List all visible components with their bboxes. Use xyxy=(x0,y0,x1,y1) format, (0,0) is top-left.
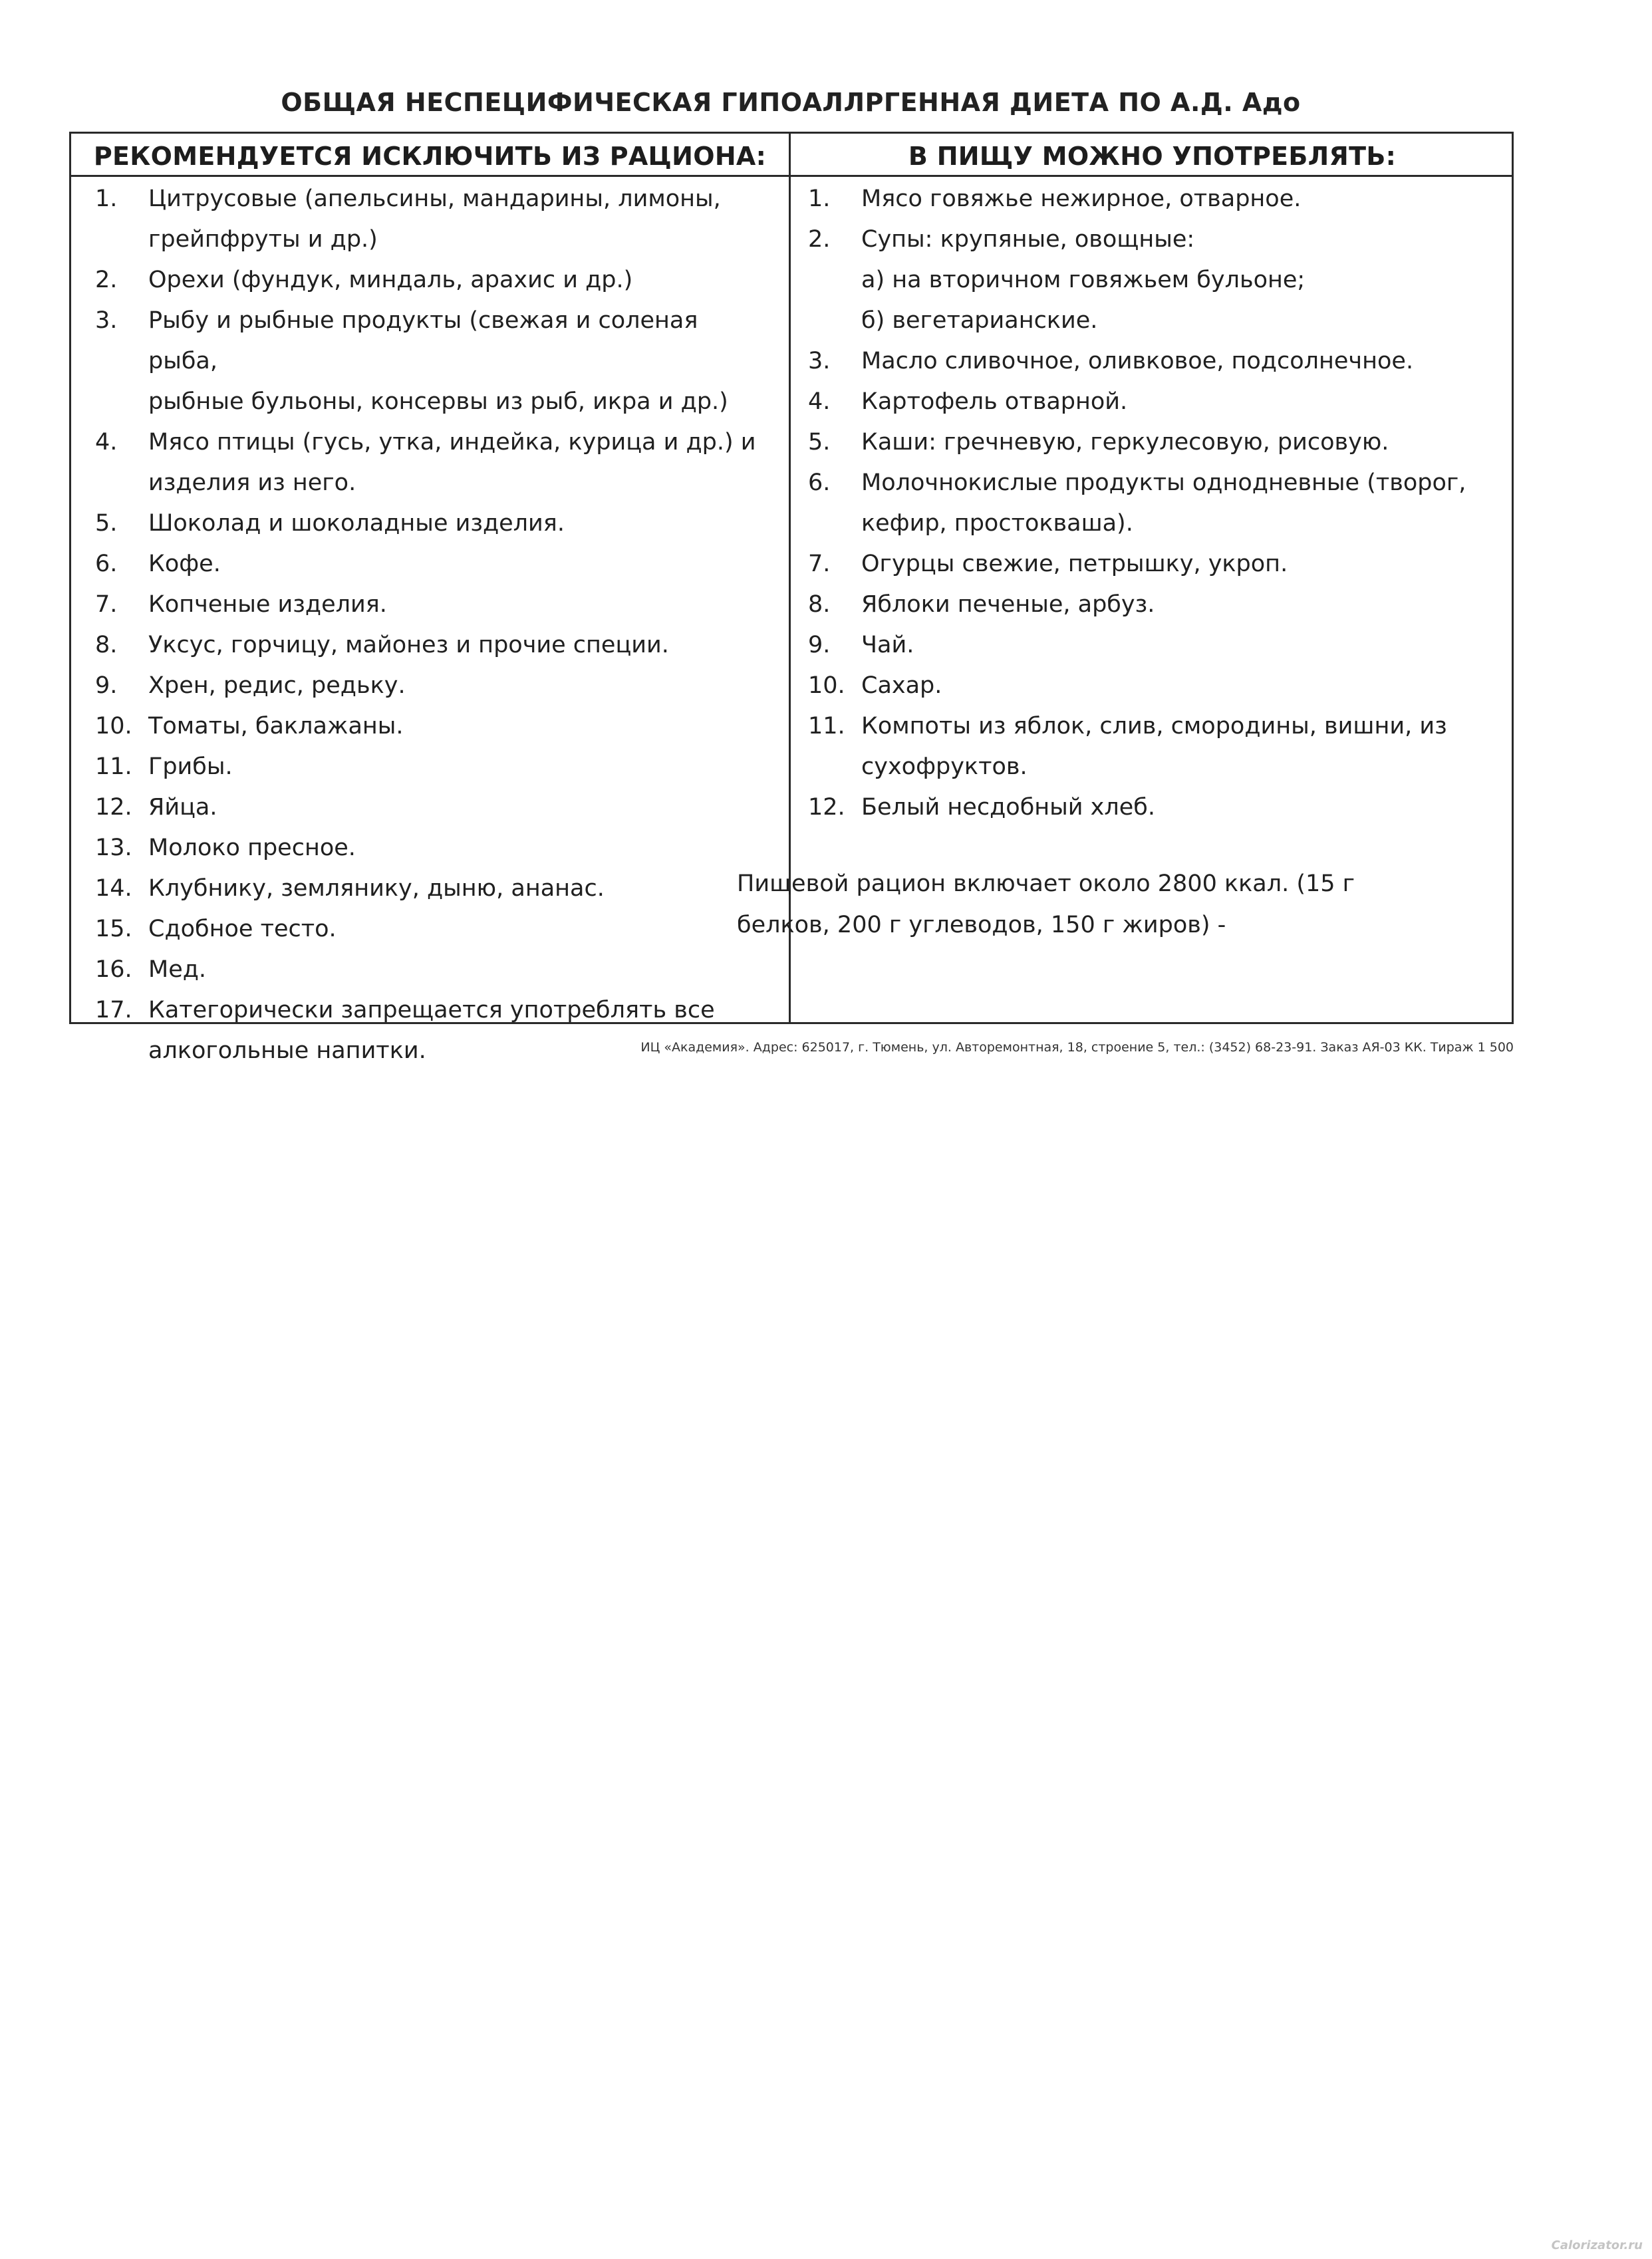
item-number: 10. xyxy=(808,672,845,699)
item-text: Молочнокислые продукты однодневные (творог, xyxy=(861,469,1466,496)
item-text: Кофе. xyxy=(148,551,221,577)
item-text: Масло сливочное, оливковое, подсолнечное. xyxy=(861,348,1414,374)
item-number: 6. xyxy=(808,469,831,496)
item-number: 7. xyxy=(95,591,118,618)
item-number: 11. xyxy=(95,753,132,780)
item-number: 14. xyxy=(95,875,132,902)
item-number: 6. xyxy=(95,551,118,577)
watermark: Calorizator.ru xyxy=(1551,2238,1643,2252)
exclude-item xyxy=(95,301,773,422)
item-number: 17. xyxy=(95,997,132,1023)
item-text: Чай. xyxy=(861,632,914,658)
allowed-item xyxy=(808,666,1500,706)
item-number: 11. xyxy=(808,713,845,739)
item-text: Цитрусовые (апельсины, мандарины, лимоны, xyxy=(148,186,721,212)
exclude-item xyxy=(95,260,773,301)
item-number: 2. xyxy=(808,226,831,253)
item-subtext: б) вегетарианские. xyxy=(861,307,1098,334)
exclude-item xyxy=(95,828,773,868)
item-number: 13. xyxy=(95,835,132,861)
item-number: 8. xyxy=(808,591,831,618)
item-text: Компоты из яблок, слив, смородины, вишни, из xyxy=(861,713,1447,739)
exclude-column-header: РЕКОМЕНДУЕТСЯ ИСКЛЮЧИТЬ ИЗ РАЦИОНА: xyxy=(93,142,767,171)
exclude-item xyxy=(95,990,773,1071)
item-number: 4. xyxy=(95,429,118,456)
item-number: 3. xyxy=(808,348,831,374)
allowed-item xyxy=(808,625,1500,666)
item-number: 15. xyxy=(95,916,132,942)
exclude-item xyxy=(95,503,773,544)
item-text: Яблоки печеные, арбуз. xyxy=(861,591,1155,618)
allowed-item xyxy=(808,706,1500,787)
exclude-item xyxy=(95,585,773,625)
item-number: 10. xyxy=(95,713,132,739)
note-line: белков, 200 г углеводов, 150 г жиров) - xyxy=(737,912,1226,938)
item-text: Шоколад и шоколадные изделия. xyxy=(148,510,565,537)
exclude-item xyxy=(95,787,773,828)
item-number: 8. xyxy=(95,632,118,658)
allowed-list xyxy=(808,179,1500,828)
page-title: ОБЩАЯ НЕСПЕЦИФИЧЕСКАЯ ГИПОАЛЛРГЕННАЯ ДИЕТА ПО А.Д. Адо xyxy=(281,88,1301,117)
item-number: 7. xyxy=(808,551,831,577)
item-text: сухофруктов. xyxy=(861,753,1028,780)
exclude-item xyxy=(95,666,773,706)
item-text: Супы: крупяные, овощные: xyxy=(861,226,1195,253)
item-text: Категорически запрещается употреблять все xyxy=(148,997,715,1023)
item-text: Уксус, горчицу, майонез и прочие специи. xyxy=(148,632,669,658)
publisher-footer: ИЦ «Академия». Адрес: 625017, г. Тюмень, ул. Авторемонтная, 18, строение 5, тел.: (3452) 68-23-91. Заказ АЯ-03 КК. Тираж 1 500 xyxy=(640,1040,1514,1055)
exclude-item xyxy=(95,179,773,260)
allowed-item xyxy=(808,382,1500,422)
item-text: Каши: гречневую, геркулесовую, рисовую. xyxy=(861,429,1389,456)
item-number: 1. xyxy=(808,186,831,212)
item-number: 16. xyxy=(95,956,132,983)
item-text: Огурцы свежие, петрышку, укроп. xyxy=(861,551,1288,577)
item-number: 9. xyxy=(95,672,118,699)
item-text: изделия из него. xyxy=(148,469,356,496)
note-line: Пищевой рацион включает около 2800 ккал. (15 г xyxy=(737,870,1355,897)
allowed-column-header: В ПИЩУ МОЖНО УПОТРЕБЛЯТЬ: xyxy=(908,142,1397,171)
exclude-item xyxy=(95,625,773,666)
item-text: Мясо говяжье нежирное, отварное. xyxy=(861,186,1302,212)
item-subtext: а) на вторичном говяжьем бульоне; xyxy=(861,267,1306,293)
exclude-item xyxy=(95,747,773,787)
header-divider xyxy=(71,175,1512,177)
item-text: алкогольные напитки. xyxy=(148,1037,426,1064)
item-text: Грибы. xyxy=(148,753,233,780)
item-number: 3. xyxy=(95,307,118,334)
item-text: Яйца. xyxy=(148,794,217,821)
item-number: 5. xyxy=(808,429,831,456)
item-number: 1. xyxy=(95,186,118,212)
item-text: Орехи (фундук, миндаль, арахис и др.) xyxy=(148,267,633,293)
item-text: Молоко пресное. xyxy=(148,835,356,861)
exclude-item xyxy=(95,422,773,503)
item-text: Белый несдобный хлеб. xyxy=(861,794,1155,821)
item-text: Рыбу и рыбные продукты (свежая и соленая рыба, xyxy=(148,307,698,374)
allowed-item xyxy=(808,585,1500,625)
item-text: Сдобное тесто. xyxy=(148,916,337,942)
exclude-item xyxy=(95,909,773,950)
item-text: грейпфруты и др.) xyxy=(148,226,378,253)
item-number: 12. xyxy=(808,794,845,821)
allowed-item xyxy=(808,463,1500,544)
allowed-item xyxy=(808,544,1500,585)
item-text: Томаты, баклажаны. xyxy=(148,713,404,739)
item-number: 9. xyxy=(808,632,831,658)
item-text: Клубнику, землянику, дыню, ананас. xyxy=(148,875,605,902)
item-text: Сахар. xyxy=(861,672,942,699)
exclude-item xyxy=(95,868,773,909)
allowed-item xyxy=(808,341,1500,382)
item-text: Мясо птицы (гусь, утка, индейка, курица и др.) и xyxy=(148,429,756,456)
exclude-list xyxy=(95,179,773,1071)
exclude-item xyxy=(95,706,773,747)
item-text: кефир, простокваша). xyxy=(861,510,1133,537)
item-number: 12. xyxy=(95,794,132,821)
exclude-item xyxy=(95,950,773,990)
item-text: Картофель отварной. xyxy=(861,388,1128,415)
item-text: Копченые изделия. xyxy=(148,591,387,618)
item-text: Хрен, редис, редьку. xyxy=(148,672,406,699)
item-number: 5. xyxy=(95,510,118,537)
allowed-item xyxy=(808,179,1500,219)
item-text: рыбные бульоны, консервы из рыб, икра и др.) xyxy=(148,388,728,415)
allowed-item xyxy=(808,219,1500,341)
exclude-item xyxy=(95,544,773,585)
item-number: 4. xyxy=(808,388,831,415)
item-number: 2. xyxy=(95,267,118,293)
item-text: Мед. xyxy=(148,956,207,983)
calorie-note xyxy=(737,863,1429,946)
allowed-item xyxy=(808,422,1500,463)
allowed-item xyxy=(808,787,1500,828)
